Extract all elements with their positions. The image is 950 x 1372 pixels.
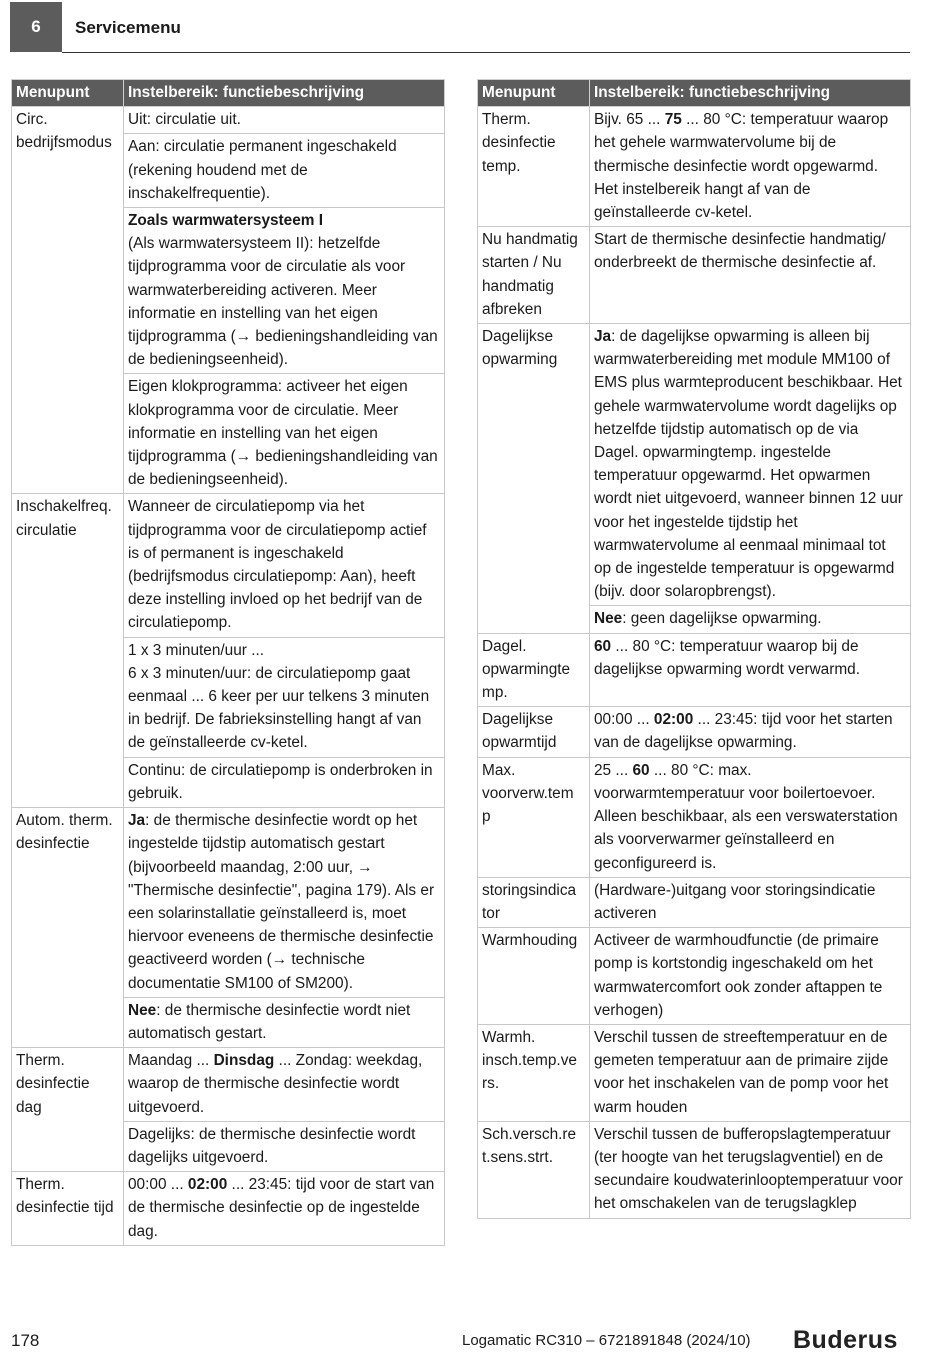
- description-cell: [590, 877, 911, 927]
- table-row: [478, 324, 911, 606]
- description-cell: [124, 808, 445, 998]
- column-header-menupunt: Menupunt: [478, 80, 590, 107]
- description-text: Maandag ...: [128, 1052, 214, 1070]
- description-text: : de dagelijkse opwarming is alleen bij warmwaterbereiding met module MM100 of EMS plus warmteproducent beschikbaar. Het gehele warmwatervolume wordt dagelijks op hetzelfde tijdstip automatisch op de via Dagel. opwarmingtemp. ingestelde temperatuur opgewarmd. Het opwarmen wordt niet uitgevoerd, wanneer binnen 12 uur voor het ingestelde tijdstip het warmwatervolume al eenmaal minimaal tot op de ingestelde temperatuur is opgewarmd (bijv. door solaropbrengst).: [594, 328, 903, 601]
- table-body: [478, 107, 911, 1218]
- menu-item-cell: Dagelijkse opwarmtijd: [478, 707, 590, 757]
- bold-value: Zoals warmwatersysteem I: [128, 212, 324, 230]
- description-cell: [590, 928, 911, 1025]
- description-text: ... 80 °C: max. voorwarmtemperatuur voor boilertoevoer. Alleen beschikbaar, als een verswaterstation als voorverwarmer geïnstalleerd en geconfigureerd is.: [594, 761, 898, 872]
- menu-item-cell: Nu handmatig starten / Nu handmatig afbreken: [478, 227, 590, 324]
- description-cell: [124, 494, 445, 637]
- column-header-menupunt: Menupunt: [12, 80, 124, 107]
- description-cell: [590, 757, 911, 877]
- description-cell: [124, 107, 445, 134]
- document-reference: Logamatic RC310 – 6721891848 (2024/10): [462, 1332, 751, 1349]
- table-row: [478, 633, 911, 707]
- description-text: Activeer de warmhoudfunctie (de primaire pomp is kortstondig ingeschakeld om het warmwatercomfort ook zonder aftappen te verhogen): [594, 932, 883, 1019]
- description-cell: [124, 208, 445, 374]
- description-cell: [124, 134, 445, 208]
- description-text: ... 23:45: tijd voor de start van de thermische desinfectie op de ingestelde dag.: [128, 1176, 435, 1240]
- table-row: [478, 877, 911, 927]
- description-text: Wanneer de circulatiepomp via het tijdprogramma voor de circulatiepomp actief is of permanent is ingeschakeld (bedrijfsmodus circulatiepomp: Aan), heeft deze instelling invloed op het bedrijf van de circulatiepomp.: [128, 498, 427, 632]
- menu-item-cell: Dagel. opwarmingte mp.: [478, 633, 590, 707]
- description-cell: [590, 227, 911, 324]
- description-text: Dagelijks: de thermische desinfectie wordt dagelijks uitgevoerd.: [128, 1125, 416, 1166]
- bold-value: 02:00: [653, 711, 694, 729]
- menu-item-cell: Inschakelfreq. circulatie: [12, 494, 124, 808]
- description-cell: [124, 637, 445, 757]
- bold-value: 60: [632, 761, 650, 779]
- table-row: [478, 107, 911, 227]
- description-cell: [124, 374, 445, 494]
- description-cell: [590, 606, 911, 633]
- table-row: [12, 1048, 445, 1122]
- menu-item-cell: storingsindica tor: [478, 877, 590, 927]
- description-cell: [590, 707, 911, 757]
- description-text: : geen dagelijkse opwarming.: [622, 610, 822, 628]
- description-cell: [590, 1024, 911, 1121]
- table-row: [12, 107, 445, 134]
- table-row: [478, 707, 911, 757]
- description-cell: [590, 1121, 911, 1218]
- bold-value: Nee: [128, 1001, 157, 1019]
- description-text: ... 23:45: tijd voor het starten van de dagelijkse opwarming.: [594, 711, 893, 752]
- menu-item-cell: Therm. desinfectie dag: [12, 1048, 124, 1172]
- description-text: Uit: circulatie uit.: [128, 111, 241, 129]
- description-text: Continu: de circulatiepomp is onderbroken in gebruik.: [128, 761, 433, 802]
- column-header-instelbereik: Instelbereik: functiebeschrijving: [590, 80, 911, 107]
- table-header-row: [12, 80, 445, 107]
- description-cell: [124, 757, 445, 807]
- settings-table-left: [11, 79, 445, 1246]
- bold-value: Ja: [594, 328, 612, 346]
- bold-value: 60: [594, 637, 612, 655]
- description-text: 00:00 ...: [594, 711, 654, 729]
- menu-item-cell: Warmh. insch.temp.ve rs.: [478, 1024, 590, 1121]
- table-header-row: [478, 80, 911, 107]
- table-row: [478, 227, 911, 324]
- description-text: Eigen klokprogramma: activeer het eigen klokprogramma voor de circulatie. Meer informatie en instelling van het eigen tijdprogramma (→ bedieningshandleiding van de bedieningseenheid).: [128, 378, 438, 489]
- settings-table-right: [477, 79, 911, 1219]
- bold-value: Dinsdag: [213, 1052, 275, 1070]
- table-row: [478, 1024, 911, 1121]
- description-text: 25 ...: [594, 761, 633, 779]
- table-row: [12, 1172, 445, 1246]
- description-text: : de thermische desinfectie wordt niet automatisch gestart.: [128, 1001, 411, 1042]
- table-row: [478, 928, 911, 1025]
- description-cell: [590, 324, 911, 606]
- menu-item-cell: Dagelijkse opwarming: [478, 324, 590, 634]
- description-text: ... 80 °C: temperatuur waarop het gehele warmwatervolume bij de thermische desinfectie wordt opgewarmd. Het instelbereik hangt af van de geïnstalleerde cv-ketel.: [594, 111, 889, 222]
- description-text: Aan: circulatie permanent ingeschakeld (rekening houdend met de inschakelfrequentie).: [128, 138, 397, 202]
- table-body: [12, 107, 445, 1246]
- brand-logo: Buderus: [793, 1326, 898, 1354]
- table-row: [12, 808, 445, 998]
- menu-item-cell: Therm. desinfectie tijd: [12, 1172, 124, 1246]
- bold-value: 75: [664, 111, 682, 129]
- description-cell: [590, 633, 911, 707]
- header-divider: [62, 52, 910, 53]
- chapter-number: 6: [10, 2, 62, 52]
- bold-value: Ja: [128, 812, 146, 830]
- description-text: ... Zondag: weekdag, waarop de thermische desinfectie wordt uitgevoerd.: [128, 1052, 423, 1116]
- table-row: [478, 1121, 911, 1218]
- description-text: 1 x 3 minuten/uur ...: [128, 641, 265, 659]
- bold-value: 02:00: [187, 1176, 228, 1194]
- description-text: (Hardware-)uitgang voor storingsindicatie activeren: [594, 881, 876, 922]
- description-text: Start de thermische desinfectie handmatig/ onderbreekt de thermische desinfectie af.: [594, 231, 886, 272]
- description-text: Verschil tussen de bufferopslagtemperatuur (ter hoogte van het terugslagventiel) en de secundaire koudwaterinlooptemperatuur voor het omschakelen van de terugslagklep: [594, 1125, 903, 1213]
- description-cell: [124, 997, 445, 1047]
- column-header-instelbereik: Instelbereik: functiebeschrijving: [124, 80, 445, 107]
- menu-item-cell: Max. voorverw.tem p: [478, 757, 590, 877]
- menu-item-cell: Warmhouding: [478, 928, 590, 1025]
- table-row: [12, 494, 445, 637]
- menu-item-cell: Sch.versch.re t.sens.strt.: [478, 1121, 590, 1218]
- description-cell: [590, 107, 911, 227]
- bold-value: Nee: [594, 610, 623, 628]
- description-text: Verschil tussen de streeftemperatuur en de gemeten temperatuur aan de primaire zijde voor het inschakelen van de pomp voor het warm houden: [594, 1028, 889, 1116]
- table-row: [478, 757, 911, 877]
- description-text: Bijv. 65 ...: [594, 111, 665, 129]
- description-cell: [124, 1172, 445, 1246]
- description-text: 6 x 3 minuten/uur: de circulatiepomp gaat eenmaal ... 6 keer per uur telkens 3 minuten in bedrijf. De fabrieksinstelling hangt af van de geïnstalleerde cv-ketel.: [128, 664, 430, 752]
- description-cell: [124, 1048, 445, 1122]
- page-number: 178: [11, 1331, 40, 1350]
- description-text: : de thermische desinfectie wordt op het ingestelde tijdstip automatisch gestart (bijvoorbeeld maandag, 2:00 uur, → "Thermische desinfectie", pagina 179). Als er een solarinstallatie geïnstalleerd is, moet hiervoor eveneens de thermische desinfectie geactiveerd worden (→ technische documentatie SM100 of SM200).: [128, 812, 435, 992]
- menu-item-cell: Circ. bedrijfsmodus: [12, 107, 124, 494]
- description-text: ... 80 °C: temperatuur waarop bij de dagelijkse opwarming wordt verwarmd.: [594, 637, 861, 678]
- chapter-title: Servicemenu: [75, 18, 181, 37]
- description-text: (Als warmwatersysteem II): hetzelfde tijdprogramma voor de circulatie als voor warmwaterbereiding activeren. Meer informatie en instelling van het eigen tijdprogramma (→ bedieningshandleiding van de bedieningseenheid).: [128, 235, 438, 369]
- menu-item-cell: Autom. therm. desinfectie: [12, 808, 124, 1048]
- description-text: 00:00 ...: [128, 1176, 188, 1194]
- description-cell: [124, 1121, 445, 1171]
- menu-item-cell: Therm. desinfectie temp.: [478, 107, 590, 227]
